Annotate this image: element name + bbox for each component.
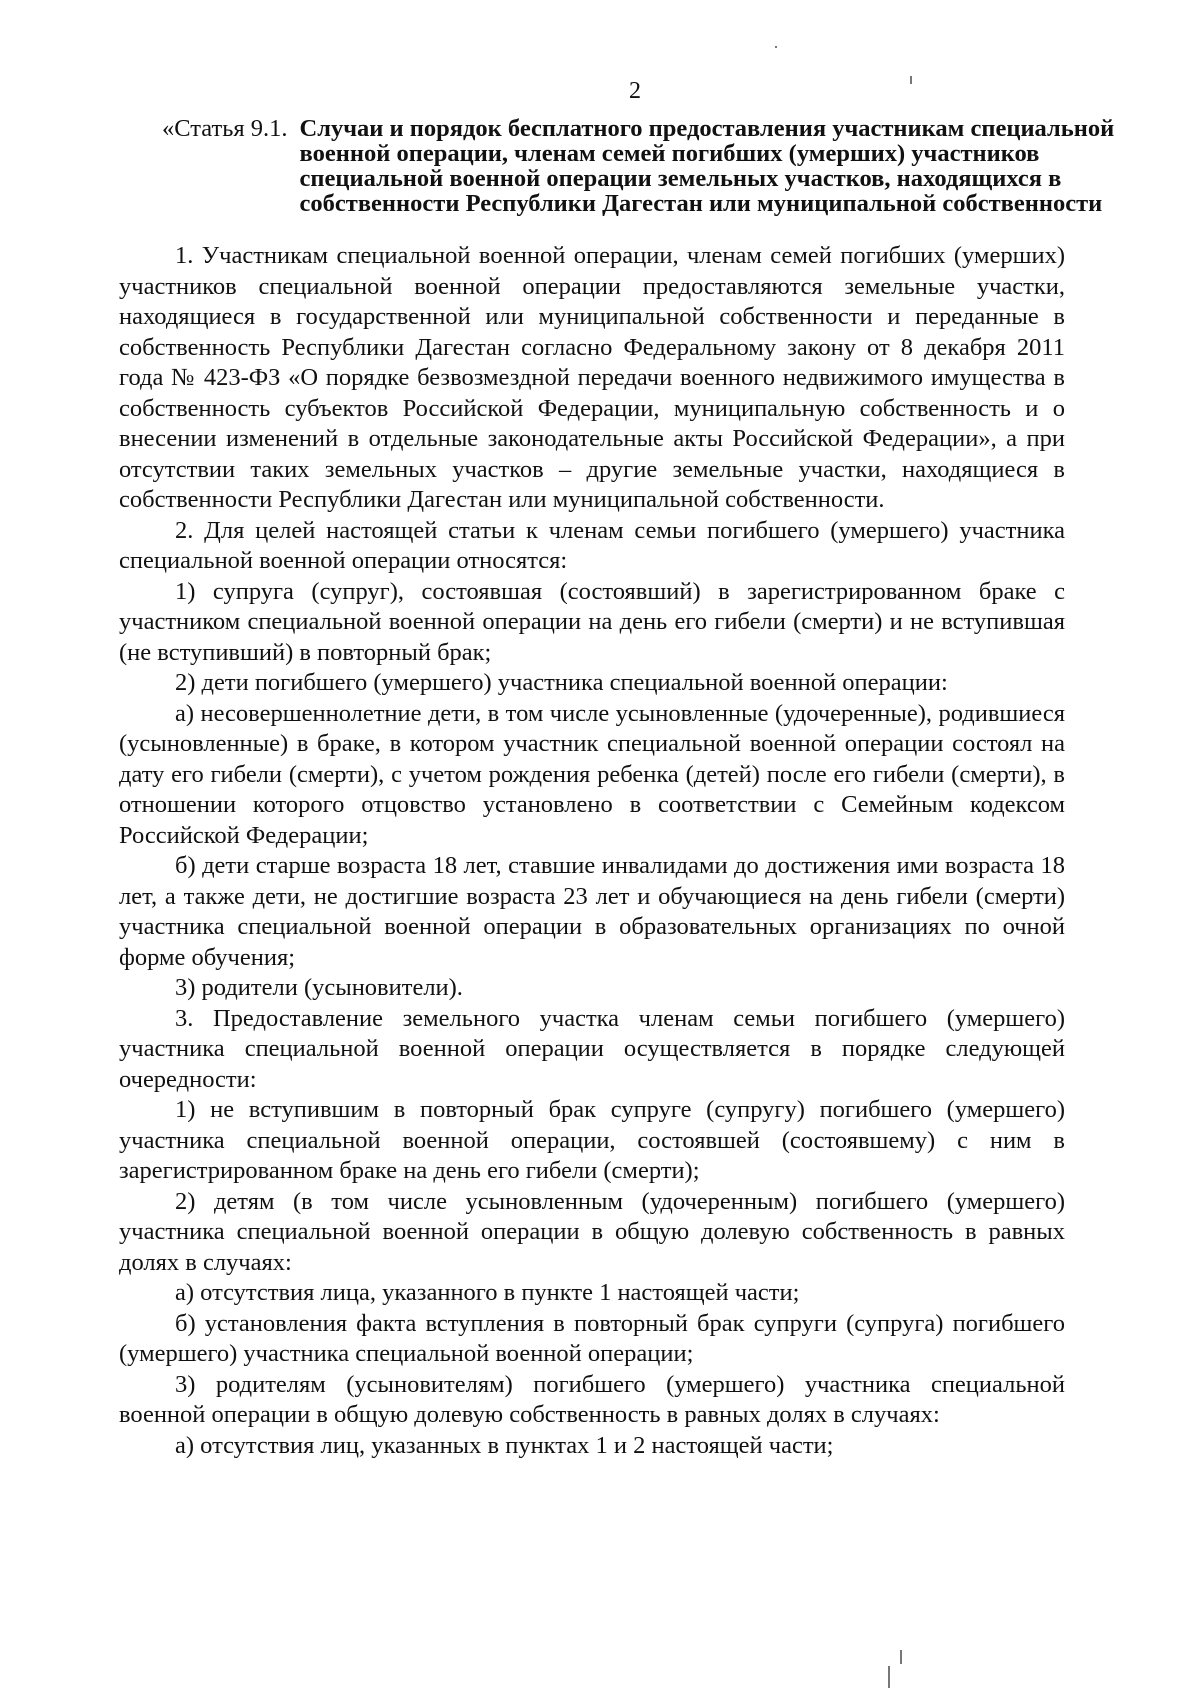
paragraph: 2. Для целей настоящей статьи к членам семьи погибшего (умершего) участника специальной военной операции относятся: bbox=[119, 516, 1065, 574]
paragraph: 2) дети погибшего (умершего) участника специальной военной операции: bbox=[175, 669, 948, 696]
paragraph: 1) не вступившим в повторный брак супруге (супругу) погибшего (умершего) участника специальной военной операции, состоявшей (состоявшему) с ним в зарегистрированном браке на день его гибели (смерти); bbox=[119, 1096, 1065, 1184]
article-body bbox=[119, 241, 1065, 1461]
paragraph: 1. Участникам специальной военной операции, членам семей погибших (умерших) участников специальной военной операции предоставляются земельные участки, находящиеся в государственной или муниципальной собственности и переданные в собственность Республики Дагестан согласно Федеральному закону от 8 декабря 2011 года № 423-ФЗ «О порядке безвозмездной передачи военного недвижимого имущества в собственность субъектов Российской Федерации, муниципальную собственность и о внесении изменений в отдельные законодательные акты Российской Федерации», а при отсутствии таких земельных участков – другие земельные участки, находящиеся в собственности Республики Дагестан или муниципальной собственности. bbox=[119, 242, 1065, 513]
paragraph: а) несовершеннолетние дети, в том числе усыновленные (удочеренные), родившиеся (усыновленные) в браке, в котором участник специальной военной операции состоял на дату его гибели (смерти), с учетом рождения ребенка (детей) после его гибели (смерти), в отношении которого отцовство установлено в соответствии с Семейным кодексом Российской Федерации; bbox=[119, 699, 1065, 849]
paragraph: 3) родители (усыновители). bbox=[175, 974, 463, 1001]
paragraph: б) дети старше возраста 18 лет, ставшие инвалидами до достижения ими возраста 18 лет, а также дети, не достигшие возраста 23 лет и обучающиеся на день гибели (смерти) участника специальной военной операции в образовательных организациях по очной форме обучения; bbox=[119, 852, 1065, 971]
paragraph: а) отсутствия лиц, указанных в пунктах 1 и 2 настоящей части; bbox=[175, 1431, 834, 1459]
paragraph: 1) супруга (супруг), состоявшая (состоявший) в зарегистрированном браке с участником специальной военной операции на день его гибели (смерти) и не вступившая (не вступивший) в повторный брак; bbox=[119, 577, 1065, 666]
scan-speck bbox=[775, 46, 777, 48]
paragraph: 2) детям (в том числе усыновленным (удочеренным) погибшего (умершего) участника специальной военной операции в общую долевую собственность в равных долях в случаях: bbox=[119, 1187, 1065, 1276]
article-label: «Статья 9.1. bbox=[162, 115, 288, 142]
paragraph: 3. Предоставление земельного участка членам семьи погибшего (умершего) участника специальной военной операции осуществляется в порядке следующей очередности: bbox=[119, 1004, 1065, 1093]
article-heading bbox=[162, 116, 1122, 216]
scan-speck bbox=[900, 1650, 902, 1664]
scan-speck bbox=[910, 76, 912, 84]
article-title: Случаи и порядок бесплатного предоставления участникам специальной военной операции, членам семей погибших (умерших) участников специальной военной операции земельных участков, находящихся в собственности Республики Дагестан или муниципальной собственности bbox=[299, 115, 1115, 217]
page-number: 2 bbox=[629, 78, 641, 104]
paragraph: а) отсутствия лица, указанного в пункте 1 настоящей части; bbox=[175, 1279, 800, 1306]
paragraph: 3) родителям (усыновителям) погибшего (умершего) участника специальной военной операции в общую долевую собственность в равных долях в случаях: bbox=[119, 1370, 1065, 1428]
paragraph: б) установления факта вступления в повторный брак супруги (супруга) погибшего (умершего) участника специальной военной операции; bbox=[119, 1309, 1065, 1367]
scan-speck bbox=[888, 1666, 890, 1688]
